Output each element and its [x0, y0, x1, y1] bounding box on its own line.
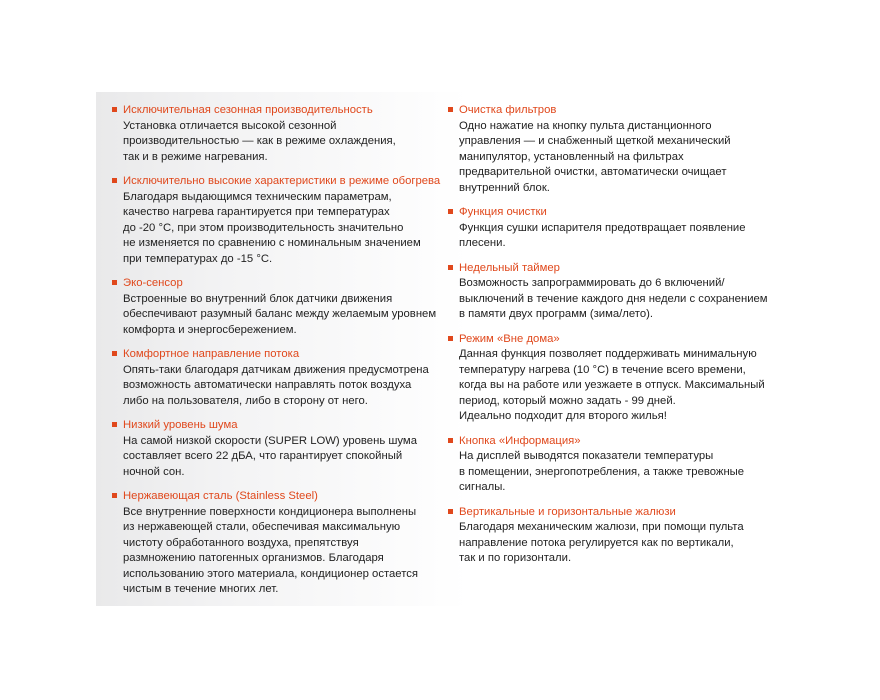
feature-description: На самой низкой скорости (SUPER LOW) уровень шума составляет всего 22 дБА, что гарантирует спокойный ночной сон.	[123, 434, 417, 478]
feature-seasonal-efficiency	[110, 103, 455, 165]
bullet-square-icon	[448, 209, 453, 214]
feature-description: Все внутренние поверхности кондиционера выполнены из нержавеющей стали, обеспечивая максимальную чистоту обработанного воздуха, препятствуя размножению патогенных организмов. Благодаря использованию этого материала, кондиционер остается чистым в течение многих лет.	[123, 505, 419, 595]
feature-louvers	[446, 505, 796, 567]
feature-description: Опять-таки благодаря датчикам движения предусмотрена возможность автоматически направлять поток воздуха либо на пользователя, либо в сторону от него.	[123, 363, 429, 407]
feature-title: Недельный таймер	[459, 261, 560, 274]
feature-title: Кнопка «Информация»	[459, 434, 581, 447]
feature-info-button	[446, 434, 796, 496]
bullet-square-icon	[448, 336, 453, 341]
bullet-square-icon	[448, 107, 453, 112]
feature-description: На дисплей выводятся показатели температуры в помещении, энергопотребления, а также тревожные сигналы.	[459, 450, 745, 493]
feature-description: Благодаря механическим жалюзи, при помощи пульта направление потока регулируется как по вертикали, так и по горизонтали.	[459, 521, 744, 564]
feature-title: Режим «Вне дома»	[459, 332, 560, 345]
feature-title: Нержавеющая сталь (Stainless Steel)	[123, 490, 318, 502]
feature-filter-cleaning	[446, 103, 796, 196]
feature-description: Данная функция позволяет поддерживать минимальную температуру нагрева (10 °С) в течение всего времени, когда вы на работе или уезжаете в отпуск. Максимальный период, который можно задать - 99 дней. Идеально подходит для второго жилья!	[459, 348, 765, 422]
feature-cleaning-function	[446, 205, 796, 252]
bullet-square-icon	[448, 265, 453, 270]
feature-description: Возможность запрограммировать до 6 включений/ выключений в течение каждого дня недели с сохранением в памяти двух программ (зима/лето).	[459, 277, 768, 320]
feature-title: Исключительная сезонная производительность	[123, 104, 373, 116]
left-feature-column	[110, 103, 455, 598]
feature-heating-performance	[110, 174, 455, 267]
feature-description: Встроенные во внутренний блок датчики движения обеспечивают разумный баланс между желаемым уровнем комфорта и энергосбережением.	[123, 292, 437, 336]
feature-title: Очистка фильтров	[459, 104, 557, 116]
feature-eco-sensor	[110, 276, 455, 338]
feature-title: Низкий уровень шума	[123, 419, 238, 431]
feature-title: Вертикальные и горизонтальные жалюзи	[459, 505, 676, 518]
feature-comfort-airflow	[110, 347, 455, 409]
feature-title: Функция очистки	[459, 206, 547, 218]
feature-stainless-steel	[110, 489, 455, 598]
bullet-square-icon	[448, 509, 453, 514]
feature-low-noise	[110, 418, 455, 480]
bullet-square-icon	[112, 280, 117, 285]
feature-description: Благодаря выдающимся техническим параметрам, качество нагрева гарантируется при температурах до -20 °С, при этом производительность значительно не изменяется по сравнению с номинальным значением при температурах до -15 °С.	[123, 190, 421, 265]
feature-title: Эко-сенсор	[123, 277, 183, 289]
bullet-square-icon	[112, 493, 117, 498]
feature-away-mode	[446, 332, 796, 425]
bullet-square-icon	[112, 107, 117, 112]
feature-description: Функция сушки испарителя предотвращает появление плесени.	[459, 221, 746, 249]
bullet-square-icon	[112, 422, 117, 427]
bullet-square-icon	[448, 438, 453, 443]
feature-description: Одно нажатие на кнопку пульта дистанционного управления — и снабженный щеткой механический манипулятор, установленный на фильтрах предварительной очистки, автоматически очищает внутренний блок.	[459, 119, 731, 194]
feature-description: Установка отличается высокой сезонной производительностью — как в режиме охлаждения, так и в режиме нагревания.	[123, 119, 396, 163]
right-feature-column	[446, 103, 796, 567]
feature-weekly-timer	[446, 261, 796, 323]
feature-title: Исключительно высокие характеристики в режиме обогрева	[123, 175, 441, 187]
bullet-square-icon	[112, 351, 117, 356]
bullet-square-icon	[112, 178, 117, 183]
feature-title: Комфортное направление потока	[123, 348, 300, 360]
